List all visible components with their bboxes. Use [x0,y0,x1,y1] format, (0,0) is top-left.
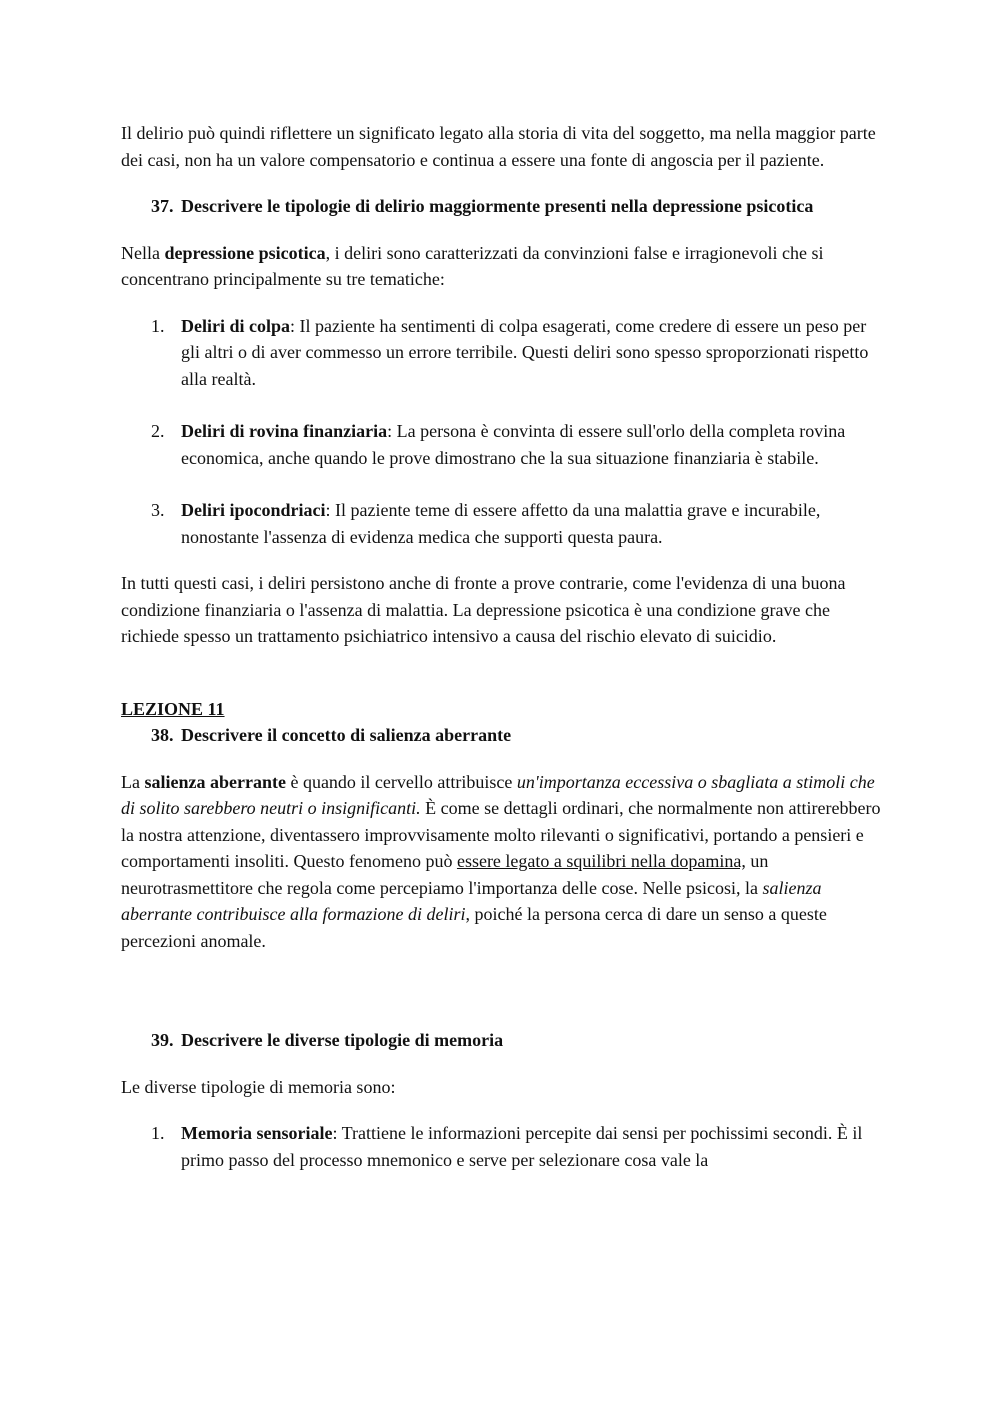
text-run: , i deliri sono caratterizzati da convinzioni false e irragionevoli che si concentrano principalmente su tre tematiche: [121,242,824,289]
bold-term: Deliri ipocondriaci [181,500,326,520]
text-run: : La persona è convinta di essere sull'orlo della completa rovina economica, anche quando le prove dimostrano che la sua situazione finanziaria è stabile. [181,421,846,468]
underlined-text: essere legato a squilibri nella dopamina, [456,851,746,871]
bold-term: Deliri di colpa [181,315,290,336]
intro-paragraph: Il delirio può quindi riflettere un significato legato alla storia di vita del soggetto, ma nella maggior parte dei casi, non ha un valore compensatorio e continua a essere una fonte di angoscia per il paziente. [121,123,876,170]
text-run: È come se dettagli ordinari, che normalmente non attirerebbero la nostra attenzione, diventassero improvvisamente molto rilevanti o significativi, portando a pensieri e comportamenti insoliti. Questo fenomeno può [121,798,881,871]
question-title: Descrivere le diverse tipologie di memoria [181,1030,504,1050]
bold-term: salienza aberrante [144,771,286,792]
list-item [121,497,883,550]
question-39-heading [151,1027,883,1054]
page-content [121,120,883,1173]
q39-intro: Le diverse tipologie di memoria sono: [121,1076,396,1097]
list-item-text [181,497,883,550]
list-item [121,1120,883,1173]
list-number: 1. [151,1123,165,1143]
question-title: Descrivere il concetto di salienza aberrante [181,725,512,745]
q37-paragraph [121,240,883,293]
question-38-heading [151,722,883,749]
bold-term: Deliri di rovina finanziaria [181,421,388,441]
list-number: 1. [151,315,165,336]
list-item [121,313,883,393]
lesson-label: LEZIONE 11 [121,698,225,719]
list-number: 3. [151,500,165,520]
list-item [121,418,883,471]
list-item-text [181,418,883,471]
q38-paragraph [121,769,883,955]
text-run: : Il paziente teme di essere affetto da una malattia grave e incurabile, nonostante l'assenza di evidenza medica che supporti questa paura. [181,500,821,547]
question-title: Descrivere le tipologie di delirio maggiormente presenti nella depressione psicotica [181,196,814,216]
text-run: Nella [121,242,165,263]
question-37-heading [151,193,883,220]
italic-text: salienza aberrante contribuisce alla formazione di deliri [121,877,822,924]
text-run: , poiché la persona cerca di dare un senso a queste percezioni anomale. [121,904,827,951]
delusion-types-list [121,313,883,551]
question-number: 39. [151,1030,174,1050]
q37-closing-paragraph: In tutti questi casi, i deliri persistono anche di fronte a prove contrarie, come l'evidenza di una buona condizione finanziaria o l'assenza di malattia. La depressione psicotica è una condizione grave che richiede spesso un trattamento psichiatrico intensivo a causa del rischio elevato di suicidio. [121,573,846,646]
bold-term: Memoria sensoriale [181,1123,333,1143]
memory-types-list [121,1120,883,1173]
text-run: La [121,771,145,792]
text-run: è quando il cervello attribuisce [285,771,517,792]
text-run: : Trattiene le informazioni percepite dai sensi per pochissimi secondi. È il primo passo del processo mnemonico e serve per selezionare cosa vale la [181,1123,863,1170]
question-number: 37. [151,196,174,216]
question-number: 38. [151,725,174,745]
italic-text: un'importanza eccessiva o sbagliata a stimoli che di solito sarebbero neutri o insignificanti. [121,771,875,818]
text-run: : Il paziente ha sentimenti di colpa esagerati, come credere di essere un peso per gli altri o di aver commesso un errore terribile. Questi deliri sono spesso sproporzionati rispetto alla realtà. [181,315,869,389]
text-run: un neurotrasmettitore che regola come percepiamo l'importanza delle cose. Nelle psicosi, la [121,851,769,898]
bold-term: depressione psicotica [164,242,326,263]
list-item-text [181,1120,883,1173]
list-number: 2. [151,421,165,441]
list-item-text [181,313,883,393]
